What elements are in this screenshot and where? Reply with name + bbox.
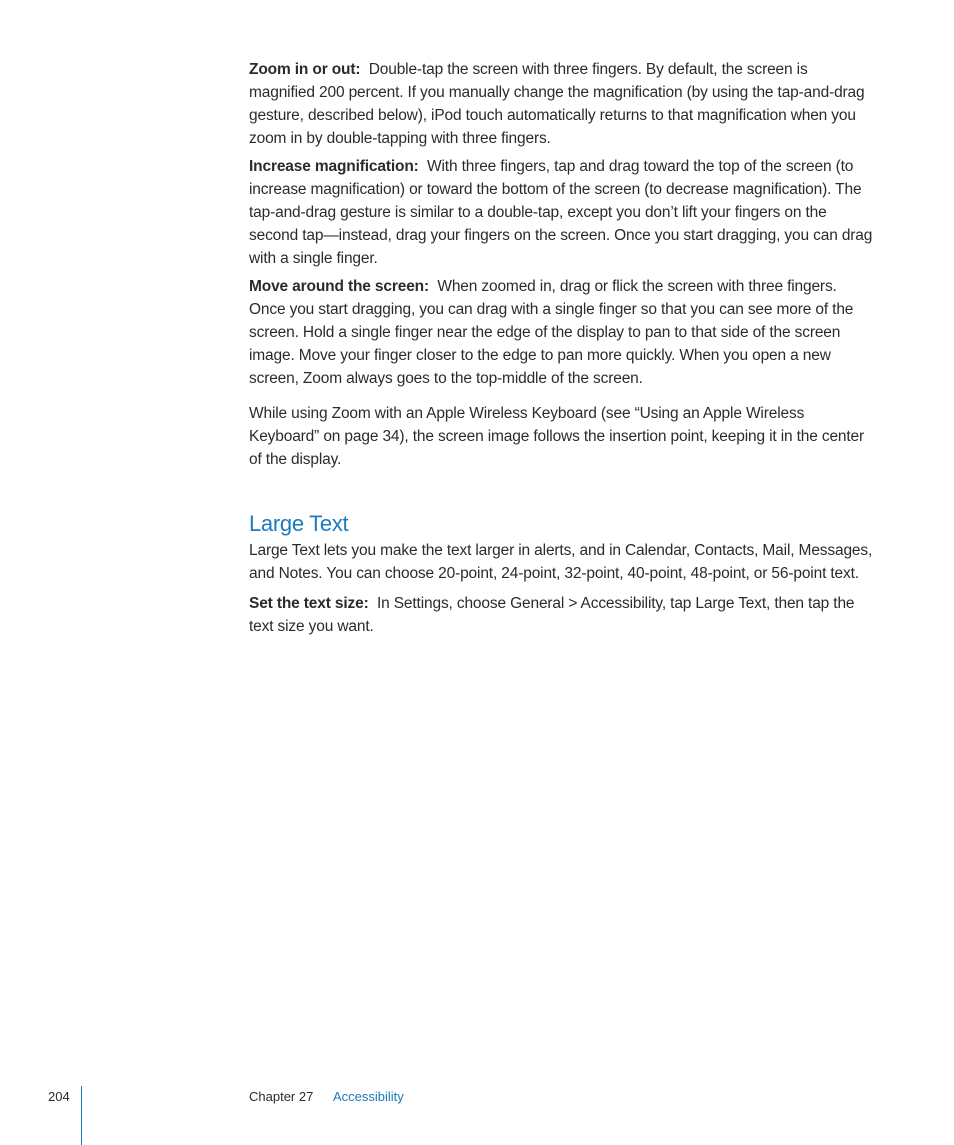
move-around-body: When zoomed in, drag or flick the screen with three fingers. Once you start dragging, you can drag with a single finger so that you can see more of the screen. Hold a single finger near the edge of the display to pan to that side of the screen image. Move your finger closer to the edge to pan more quickly. When you open a new screen, Zoom always goes to the top-middle of the screen. [249, 278, 854, 387]
page-number: 204 [48, 1089, 70, 1104]
footer-chapter: Chapter 27 [249, 1089, 314, 1104]
large-text-intro: Large Text lets you make the text larger in alerts, and in Calendar, Contacts, Mail, Messages, and Notes. You can choose 20-point, 24-point, 32-point, 40-point, 48-point, or 56-point text. [249, 542, 873, 582]
increase-magnification-paragraph [249, 155, 874, 270]
set-text-size-paragraph [249, 592, 874, 638]
footer-divider [81, 1086, 82, 1145]
set-text-size-lead: Set the text size: [249, 595, 369, 612]
page-content [249, 58, 874, 643]
footer-section-link[interactable]: Accessibility [333, 1089, 404, 1104]
move-around-paragraph [249, 275, 874, 390]
large-text-heading: Large Text [249, 511, 349, 536]
keyboard-note-paragraph: While using Zoom with an Apple Wireless Keyboard (see “Using an Apple Wireless Keyboard” on page 34), the screen image follows the insertion point, keeping it in the center of the display. [249, 405, 865, 468]
increase-magnification-lead: Increase magnification: [249, 158, 419, 175]
set-text-size-body: In Settings, choose General > Accessibility, tap Large Text, then tap the text size you want. [249, 595, 855, 635]
zoom-in-out-body: Double-tap the screen with three fingers. By default, the screen is magnified 200 percent. If you manually change the magnification (by using the tap-and-drag gesture, described below), iPod touch automatically returns to that magnification when you zoom in by double-tapping with three fingers. [249, 61, 865, 147]
increase-magnification-body: With three fingers, tap and drag toward the top of the screen (to increase magnification) or toward the bottom of the screen (to decrease magnification). The tap-and-drag gesture is similar to a double-tap, except you don’t lift your fingers on the second tap—instead, drag your fingers on the screen. Once you start dragging, you can drag with a single finger. [249, 158, 873, 267]
move-around-lead: Move around the screen: [249, 278, 430, 295]
zoom-in-out-paragraph [249, 58, 874, 150]
zoom-in-out-lead: Zoom in or out: [249, 61, 361, 78]
